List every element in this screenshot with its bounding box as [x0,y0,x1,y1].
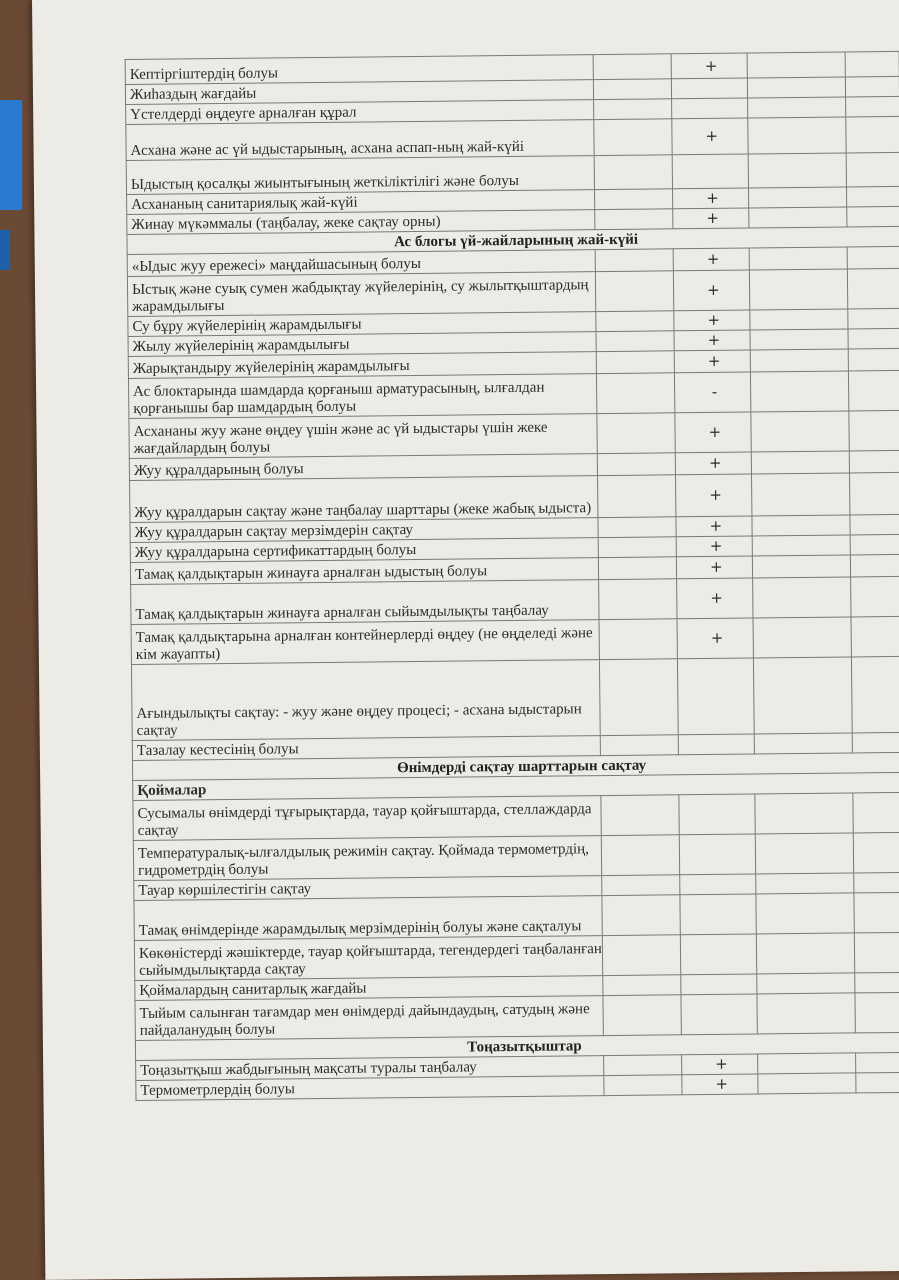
section-header-title: Ас блогы үй-жайларының жай-күйі [127,226,899,254]
empty-cell [752,555,850,578]
desk-object-edge [0,230,10,270]
empty-cell [599,557,677,580]
check-mark: - [674,372,750,413]
criterion-text: Жуу құралдарының болуы [129,454,598,481]
check-mark: + [676,556,752,579]
criterion-text: Кептіргіштердің болуы [125,55,594,85]
empty-cell [757,993,856,1034]
empty-cell [752,577,851,618]
checklist-table [125,51,899,1101]
check-mark: + [673,208,749,229]
empty-cell [603,935,681,976]
criterion-text: Сусымалы өнімдерді тұғырықтарда, тауар қойғыштарда, стеллаждарда сақтау [133,796,602,841]
empty-cell [850,534,899,555]
criterion-text: Жуу құралдарына сертификаттардың болуы [130,538,599,563]
empty-cell [751,473,850,516]
empty-cell [597,413,675,454]
empty-cell [756,893,855,934]
empty-cell [757,1053,855,1074]
empty-cell [594,99,672,120]
empty-cell [756,933,855,974]
empty-cell [751,451,849,474]
criterion-text: Тауар көршілестігін сақтау [134,876,603,901]
criterion-text: Үстелдерді өңдеуге арналған құрал [126,100,595,125]
empty-cell [603,995,681,1036]
empty-cell [747,77,845,98]
empty-cell [596,331,674,352]
empty-cell [595,249,673,272]
criterion-text: Қоймалардың санитарлық жағдайы [135,976,604,1001]
empty-cell [594,119,672,156]
empty-cell [598,475,676,518]
empty-cell [851,616,899,657]
empty-cell [855,992,899,1033]
empty-cell [604,1075,682,1096]
criterion-text: Тазалау кестесінің болуы [132,736,601,761]
empty-cell [602,875,680,896]
empty-cell [596,311,674,332]
empty-cell [846,186,899,207]
empty-cell [747,97,845,118]
empty-cell [593,54,671,80]
empty-cell [599,619,677,660]
empty-cell [845,76,899,97]
check-mark: + [677,618,753,659]
criterion-text: Температуралық-ылғалдылық режимін сақтау. Қоймада термометрдің, гидрометрдің болуы [133,836,602,881]
criterion-text: Тамақ қалдықтарын жинауға арналған ыдыстың болуы [130,558,599,585]
check-mark: + [675,474,751,517]
empty-cell [853,792,899,833]
empty-cell [603,975,681,996]
empty-cell [594,79,672,100]
empty-cell [752,515,850,536]
empty-cell [748,187,846,208]
empty-cell [752,535,850,556]
empty-cell [595,189,673,210]
empty-cell [754,733,852,754]
empty-cell [602,895,680,936]
criterion-text: Жуу құралдарын сақтау мерзімдерін сақтау [130,518,599,543]
empty-cell [855,972,899,993]
check-mark [678,734,754,755]
criterion-text: Тыйым салынған тағамдар мен өнімдерді дайындаудың, сатудың және пайдаланудың болуы [135,996,604,1041]
empty-cell [595,209,673,230]
empty-cell [755,833,854,874]
empty-cell [846,116,899,153]
criterion-text: Тамақ қалдықтарына арналған контейнерлерді өңдеу (не өңделеді және кім жауапты) [131,620,600,665]
empty-cell [854,932,899,973]
empty-cell [755,873,853,894]
check-mark: + [671,53,747,79]
criterion-text: Тоңазытқыш жабдығының мақсаты туралы таңбалау [136,1056,605,1081]
check-mark: + [672,188,748,209]
empty-cell [601,795,679,836]
criterion-text: Жарықтандыру жүйелерінің жарамдылығы [128,352,597,379]
empty-cell [748,207,846,228]
check-mark [679,834,755,875]
empty-cell [747,52,845,78]
empty-cell [847,246,899,269]
empty-cell [597,373,675,414]
empty-cell [750,349,848,372]
empty-cell [758,1073,856,1094]
check-mark: + [676,516,752,537]
empty-cell [851,576,899,617]
empty-cell [757,973,855,994]
empty-cell [851,656,899,733]
criterion-text: Ас блоктарында шамдарда қорғаныш арматурасының, ылғалдан қорғанышы бар шамдардың болуы [128,374,597,419]
check-mark: + [672,118,748,155]
empty-cell [846,152,899,187]
criterion-text: Асхананы жуу және өңдеу үшін және ас үй ыдыстары үшін жеке жағдайлардың болуы [129,414,598,459]
empty-cell [854,892,899,933]
empty-cell [848,308,899,329]
check-mark [671,78,747,99]
table-row [131,656,899,740]
check-mark: + [681,1054,757,1075]
empty-cell [602,835,680,876]
empty-cell [598,517,676,538]
criterion-text: Жиһаздың жағдайы [125,80,594,105]
check-mark [680,894,756,935]
empty-cell [750,329,848,350]
criterion-text: «Ыдыс жуу ережесі» маңдайшасының болуы [127,250,596,277]
criterion-text: Тамақ қалдықтарын жинауға арналған сыйымдылықты таңбалау [131,580,600,625]
empty-cell [852,732,899,753]
criterion-text: Жуу құралдарын сақтау және таңбалау шарттары (жеке жабық ыдыста) [130,476,599,523]
criterion-text: Тамақ өнімдерінде жарамдылық мерзімдерінің болуы және сақталуы [134,896,603,941]
empty-cell [849,472,899,515]
empty-cell [748,153,847,188]
empty-cell [749,247,847,270]
criterion-text: Жылу жүйелерінің жарамдылығы [128,332,597,357]
criterion-text: Ағындылықты сақтау: - жуу және өңдеу процесі; - асхана ыдыстарын сақтау [131,660,600,741]
empty-cell [847,268,899,309]
check-mark [671,98,747,119]
empty-cell [845,96,899,117]
empty-cell [856,1052,899,1073]
empty-cell [849,410,899,451]
empty-cell [848,328,899,349]
desk-object [0,100,22,210]
paper-sheet [32,0,899,1280]
check-mark: + [677,578,753,619]
empty-cell [597,351,675,374]
criterion-text: Ыстық және суық сумен жабдықтау жүйелерінің, су жылытқыштардың жарамдылығы [127,272,596,317]
criterion-text: Көкөністерді жәшіктерде, тауар қойғыштарда, тегендердегі таңбаланған сыйымдылықтарда сақтау [134,936,603,981]
empty-cell [598,537,676,558]
check-mark: + [673,270,749,311]
check-mark [672,154,748,189]
empty-cell [600,659,678,736]
criterion-text: Асхана және ас үй ыдыстарының, асхана аспап-ның жай-күйі [126,120,595,161]
criterion-text: Асхананың санитариялық жай-күйі [127,190,596,215]
check-mark [677,658,754,735]
empty-cell [854,872,899,893]
check-mark [681,994,757,1035]
criterion-text: Жинау мүкәммалы (таңбалау, жеке сақтау орны) [127,210,596,235]
empty-cell [850,554,899,577]
criterion-text: Ыдыстың қосалқы жиынтығының жеткіліктілігі және болуы [126,156,595,195]
empty-cell [753,657,852,734]
empty-cell [749,269,848,310]
empty-cell [750,371,849,412]
check-mark [681,974,757,995]
check-mark: + [676,536,752,557]
check-mark: + [675,452,751,475]
empty-cell [601,735,679,756]
check-mark: + [674,350,750,373]
subsection-header-title: Тоңазытқыштар [135,1032,899,1060]
empty-cell [594,155,672,190]
criterion-text: Термометрлердің болуы [136,1076,605,1101]
empty-cell [596,271,674,312]
empty-cell [849,450,899,473]
check-mark: + [674,330,750,351]
empty-cell [848,348,899,371]
check-mark: + [673,248,749,271]
check-mark [680,874,756,895]
empty-cell [598,453,676,476]
empty-cell [750,309,848,330]
check-mark: + [674,310,750,331]
empty-cell [853,832,899,873]
empty-cell [753,617,852,658]
check-mark [679,794,755,835]
empty-cell [847,206,899,227]
empty-cell [748,117,847,154]
empty-cell [751,411,850,452]
empty-cell [755,793,854,834]
empty-cell [850,514,899,535]
empty-cell [848,370,899,411]
empty-cell [856,1072,899,1093]
check-mark [680,934,756,975]
criterion-text: Су бұру жүйелерінің жарамдылығы [128,312,597,337]
subsection-header-title: Қоймалар [133,772,899,800]
check-mark: + [682,1074,758,1095]
section-header-title: Өнімдерді сақтау шарттарын сақтау [132,752,899,780]
check-mark: + [675,412,751,453]
empty-cell [604,1055,682,1076]
empty-cell [599,579,677,620]
empty-cell [845,51,899,77]
